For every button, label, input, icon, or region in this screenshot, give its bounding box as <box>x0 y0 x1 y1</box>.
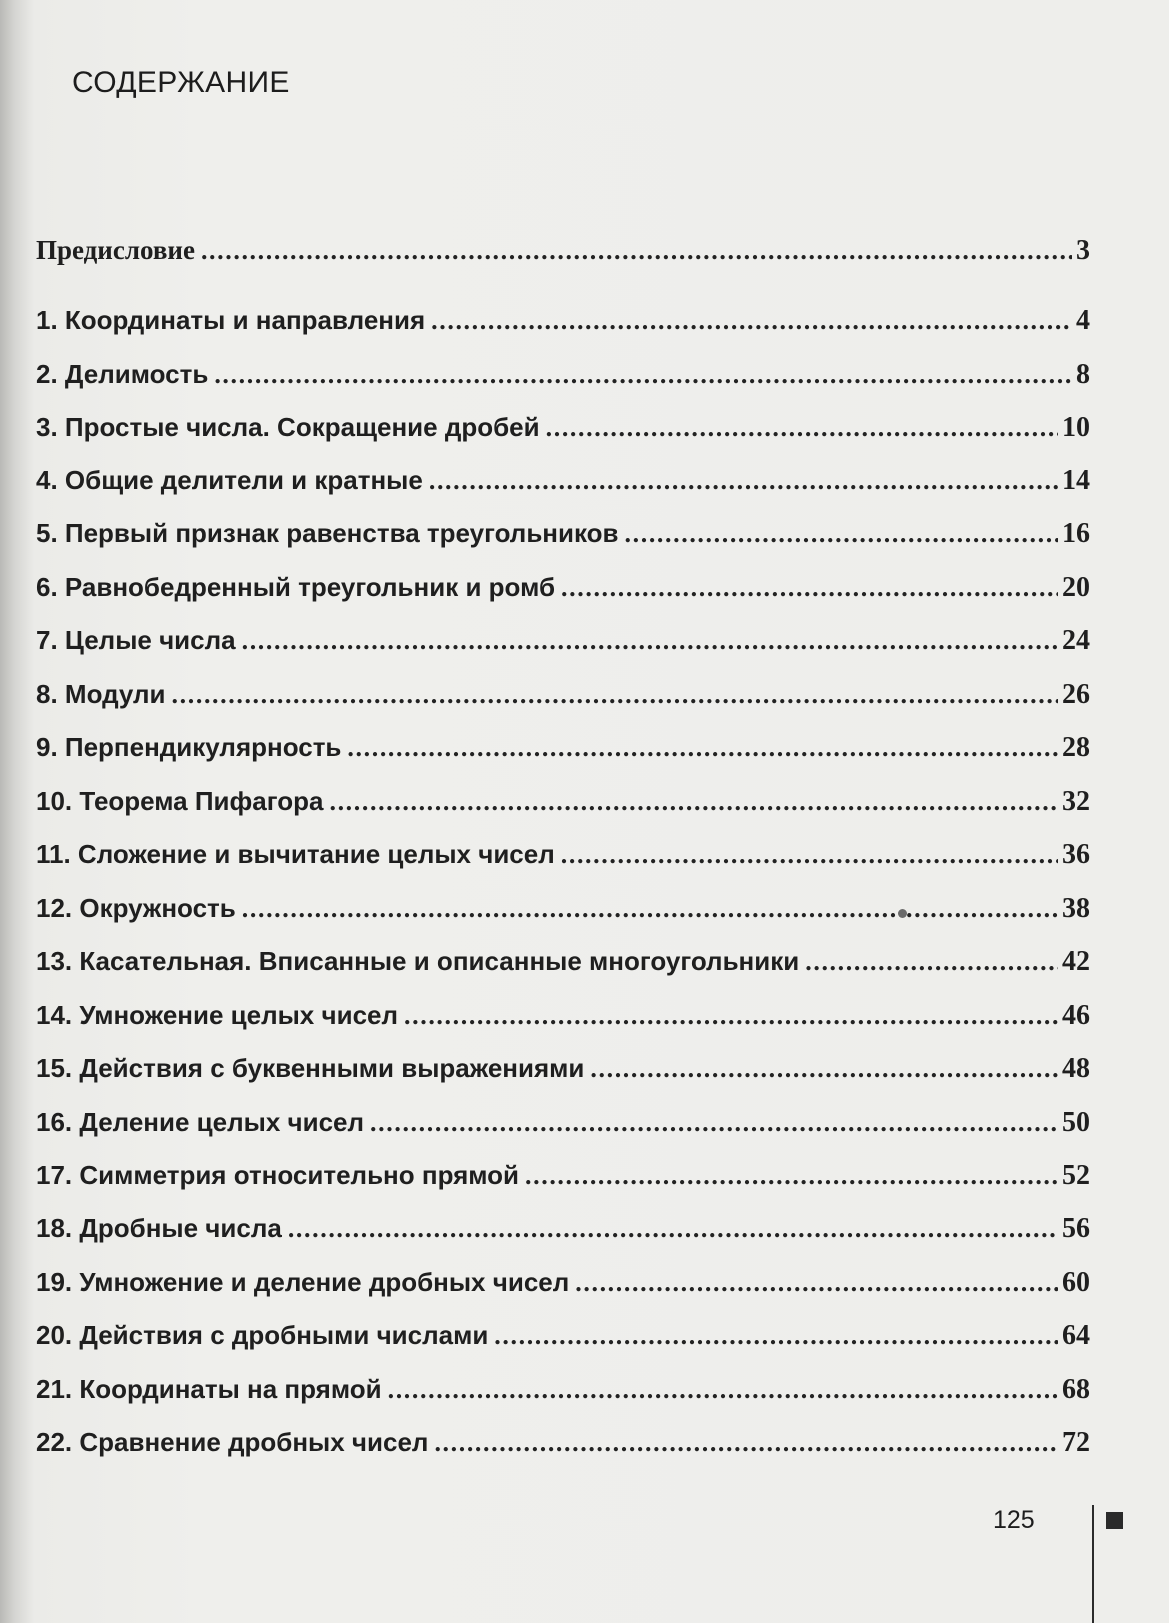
dot-leader <box>590 1054 1058 1084</box>
toc-entry-label: 16. Деление целых чисел <box>36 1107 365 1137</box>
dot-leader <box>494 1321 1058 1351</box>
toc-entry <box>36 1213 1090 1251</box>
toc-entry-page: 38 <box>1062 893 1090 924</box>
dot-leader <box>546 413 1058 443</box>
toc-entry <box>36 1053 1090 1091</box>
toc-entry-label: 5. Первый признак равенства треугольников <box>36 518 619 548</box>
margin-rule <box>1092 1505 1094 1623</box>
toc-entry-label: 12. Окружность <box>36 893 236 923</box>
toc-entry <box>36 786 1090 824</box>
toc-entry-label: 13. Касательная. Вписанные и описанные многоугольники <box>36 946 800 976</box>
dot-leader <box>575 1268 1058 1298</box>
toc-entry-page: 32 <box>1062 786 1090 817</box>
toc-entry <box>36 839 1090 877</box>
toc-entry-label: 1. Координаты и направления <box>36 305 426 335</box>
toc-entry-label: 4. Общие делители и кратные <box>36 465 423 495</box>
toc-entry-page: 52 <box>1062 1160 1090 1191</box>
toc-entry-page: 10 <box>1062 412 1090 443</box>
dot-leader <box>347 733 1058 763</box>
dot-leader <box>370 1108 1058 1138</box>
toc-entry-page: 24 <box>1062 625 1090 656</box>
dot-leader <box>172 680 1058 710</box>
toc-entry <box>36 893 1090 931</box>
dot-leader <box>431 306 1072 336</box>
toc-entry-page: 8 <box>1076 359 1090 390</box>
toc-entry-page: 3 <box>1076 235 1090 266</box>
dot-leader <box>288 1214 1058 1244</box>
toc-entry-page: 64 <box>1062 1320 1090 1351</box>
toc-entry <box>36 465 1090 503</box>
toc-entry-page: 46 <box>1062 1000 1090 1031</box>
dot-leader <box>434 1428 1058 1458</box>
dot-leader <box>329 787 1058 817</box>
toc-entry-label: 6. Равнобедренный треугольник и ромб <box>36 572 556 602</box>
toc-entry-page: 28 <box>1062 732 1090 763</box>
dot-leader <box>242 626 1058 656</box>
dot-leader <box>561 840 1058 870</box>
toc-entry-label: Предисловие <box>36 235 195 265</box>
toc-entry-preface <box>36 235 1090 273</box>
toc-entry-page: 20 <box>1062 572 1090 603</box>
toc-entry <box>36 679 1090 717</box>
toc-entry <box>36 359 1090 397</box>
toc-entry <box>36 305 1090 343</box>
toc-entry-label: 10. Теорема Пифагора <box>36 786 324 816</box>
contents-title: СОДЕРЖАНИЕ <box>72 66 290 99</box>
toc-entry-page: 50 <box>1062 1107 1090 1138</box>
toc-entry-label: 2. Делимость <box>36 359 209 389</box>
dot-leader <box>388 1375 1058 1405</box>
dot-leader <box>805 947 1058 977</box>
toc-entry-label: 15. Действия с буквенными выражениями <box>36 1053 585 1083</box>
toc-entry-label: 14. Умножение целых чисел <box>36 1000 399 1030</box>
toc-entry <box>36 1427 1090 1465</box>
toc-entry <box>36 572 1090 610</box>
toc-entry-page: 68 <box>1062 1374 1090 1405</box>
toc-entry-label: 18. Дробные числа <box>36 1213 282 1243</box>
toc-entry-label: 7. Целые числа <box>36 625 236 655</box>
toc-entry-label: 20. Действия с дробными числами <box>36 1320 489 1350</box>
dot-leader <box>242 894 1058 924</box>
dot-leader <box>429 466 1058 496</box>
toc-entry-page: 36 <box>1062 839 1090 870</box>
toc-entry-page: 60 <box>1062 1267 1090 1298</box>
toc-entry <box>36 1160 1090 1198</box>
toc-entry-label: 9. Перпендикулярность <box>36 732 342 762</box>
toc-entry <box>36 1267 1090 1305</box>
toc-entry <box>36 1320 1090 1358</box>
toc-entry-page: 42 <box>1062 946 1090 977</box>
dot-leader <box>404 1001 1058 1031</box>
toc-entry <box>36 1000 1090 1038</box>
toc-entry-label: 11. Сложение и вычитание целых чисел <box>36 839 555 869</box>
toc-entry-page: 16 <box>1062 518 1090 549</box>
toc-entry-label: 22. Сравнение дробных чисел <box>36 1427 429 1457</box>
dot-leader <box>625 519 1058 549</box>
toc-entry <box>36 625 1090 663</box>
corner-square-marker <box>1106 1512 1123 1529</box>
toc-entry <box>36 518 1090 556</box>
toc-entry <box>36 946 1090 984</box>
toc-entry <box>36 412 1090 450</box>
toc-entry-label: 8. Модули <box>36 679 166 709</box>
toc-entry-label: 19. Умножение и деление дробных чисел <box>36 1267 570 1297</box>
toc-entry-label: 17. Симметрия относительно прямой <box>36 1160 520 1190</box>
dot-leader <box>561 573 1058 603</box>
toc-entry-page: 26 <box>1062 679 1090 710</box>
toc-entry-page: 72 <box>1062 1427 1090 1458</box>
toc-entry-page: 56 <box>1062 1213 1090 1244</box>
toc-entry-page: 14 <box>1062 465 1090 496</box>
print-speck <box>898 909 907 918</box>
toc-entry-page: 4 <box>1076 305 1090 336</box>
dot-leader <box>214 360 1072 390</box>
dot-leader <box>201 236 1072 266</box>
toc-entry-label: 21. Координаты на прямой <box>36 1374 382 1404</box>
toc-entry <box>36 1107 1090 1145</box>
dot-leader <box>525 1161 1058 1191</box>
page-number: 125 <box>993 1506 1035 1534</box>
toc-entry-page: 48 <box>1062 1053 1090 1084</box>
toc-entry <box>36 732 1090 770</box>
toc-entry <box>36 1374 1090 1412</box>
toc-entry-label: 3. Простые числа. Сокращение дробей <box>36 412 540 442</box>
